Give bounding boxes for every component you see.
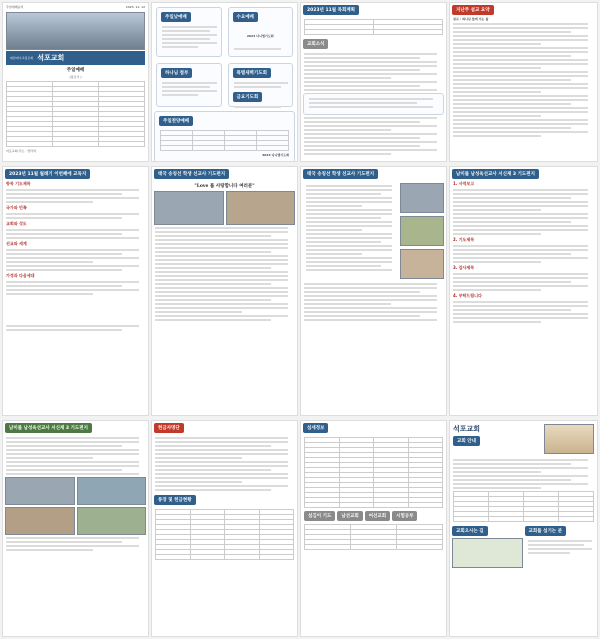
letter-section: 2. 기도제목 [453, 237, 475, 242]
offering-box [156, 63, 222, 107]
mission-photo [226, 191, 296, 225]
map-image [452, 538, 523, 568]
page-cover [2, 2, 149, 162]
praise-worship-box [154, 111, 295, 162]
mission-photo [77, 507, 147, 535]
page-title: 섬세정보 [303, 423, 328, 433]
bus-title: 교회를 섬기는 분 [525, 526, 567, 536]
sermon-subtitle: 설교 : 하나님 앞에 서는 삶 [453, 17, 489, 21]
page-missionary-letter-thailand-2 [300, 166, 447, 416]
page-offering-list [151, 420, 298, 637]
service-tag: 시험공부 [392, 511, 417, 521]
staff-table [453, 491, 594, 522]
page-pastoral-plan [300, 2, 447, 162]
page-title: 남미를 남성옥선교사 서신제 3 기도편지 [5, 423, 92, 433]
letter-section: 1. 사역보고 [453, 181, 475, 186]
page-service-info [300, 420, 447, 637]
church-illustration [544, 424, 594, 454]
service-table [304, 437, 443, 508]
page-missionary-letter-thailand [151, 166, 298, 416]
page-title: 2023년 11월 월례기 이번째에 교독지 [5, 169, 90, 179]
box-center-text: 2023 다니엘기도회 [246, 34, 274, 38]
letter-section: 3. 감사제목 [453, 265, 475, 270]
mission-photo [154, 191, 224, 225]
mission-photo [400, 249, 444, 279]
letter-section: 4. 부탁드립니다 [453, 293, 482, 298]
offering-table [155, 509, 294, 560]
wednesday-worship-box [228, 7, 294, 57]
mission-photo [400, 183, 444, 213]
church-banner: 석포교회 [453, 424, 481, 433]
cover-top-label: 주일예배순서 [6, 5, 24, 9]
page-sermon-summary [449, 2, 598, 162]
box-center-text: 2023 다니엘기도회 [262, 153, 289, 157]
box-title: 특별새벽기도회 [233, 68, 271, 78]
page-title: 2023년 11월 목회계획 [303, 5, 359, 15]
mission-photo [5, 507, 75, 535]
prayer-section: 가정과 다음세대 [6, 273, 35, 278]
page-missionary-letter-southamerica-2 [2, 420, 149, 637]
page-missionary-letter-southamerica [449, 166, 598, 416]
cover-photo [6, 12, 145, 50]
page-title: 남미를 남성옥선교사 서신제 3 기도편지 [452, 169, 539, 179]
offering-status-title: 통장 및 헌금현황 [154, 495, 196, 505]
masthead: 석포교회 [37, 53, 65, 62]
church-tag: 대한예수교장로회 [10, 56, 34, 60]
page-title: 지난주 설교 요약 [452, 5, 494, 15]
prayer-section: 선교와 세계 [6, 241, 27, 246]
prayer-section: 국가와 민족 [6, 205, 27, 210]
page-title: 태국 송칭선 학생 선교사 기도편지 [303, 169, 378, 179]
box-title: 수요예배 [233, 12, 258, 22]
sunday-worship-box [156, 7, 222, 57]
cover-section-title: 주일예배 [66, 68, 85, 73]
cover-footer: 석포교회 주소 · 연락처 [6, 149, 36, 153]
page-title: 교회 안내 [453, 436, 480, 446]
mission-photo [5, 477, 75, 505]
cover-date: 2023. 11. 12 [125, 5, 145, 9]
service-tag: 여선교회 [365, 511, 390, 521]
prayer-section: 교회와 성도 [6, 221, 27, 226]
box-title: 하나님 첨부 [161, 68, 192, 78]
mission-photo [400, 216, 444, 246]
letter-headline: "Love 를 사랑합니다 여러분" [194, 184, 255, 189]
map-title: 교회오시는 길 [452, 526, 488, 536]
notice-title: 교회소식 [303, 39, 328, 49]
service-tag: 섬김이 기도 [304, 511, 335, 521]
box-title: 주일낮예배 [161, 12, 191, 22]
box-title: 주일찬양예배 [159, 116, 193, 126]
page-worship-schedule [151, 2, 298, 162]
page-church-info [449, 420, 598, 637]
cover-section-subtitle: (장로기 ) [69, 75, 82, 79]
worship-order-table [6, 81, 145, 147]
page-title: 헌금자명단 [154, 423, 184, 433]
page-title: 태국 송칭선 학생 선교사 기도편지 [154, 169, 229, 179]
box-title: 금요기도회 [233, 92, 263, 102]
prayer-section: 항목 기도제목 [6, 181, 31, 186]
dawn-prayer-box [228, 63, 294, 107]
service-tag: 남선교회 [337, 511, 362, 521]
page-prayer-topics [2, 166, 149, 416]
mission-photo [77, 477, 147, 505]
